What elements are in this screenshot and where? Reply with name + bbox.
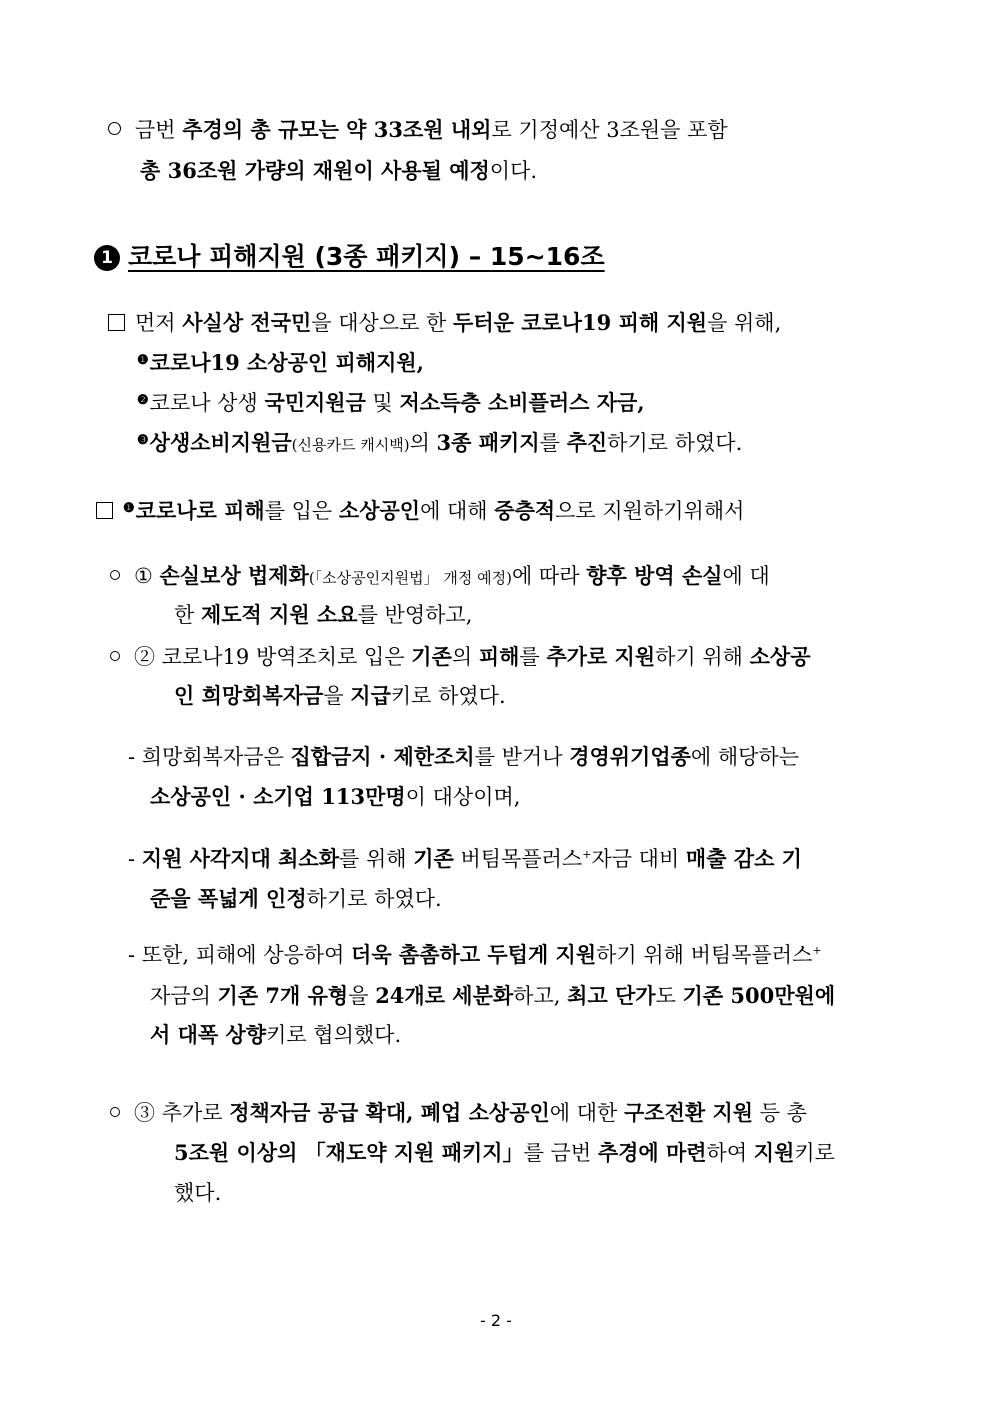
small-circle-bullet-icon: [110, 570, 120, 580]
item-1-line-1: ① 손실보상 법제화(「소상공인지원법」 개정 예정)에 따라 향후 방역 손실에 대: [110, 561, 770, 593]
intro-item-2: $^❷$코로나 상생 국민지원금 및 저소득층 소비플러스 자금,: [137, 390, 645, 415]
small-circle-bullet-icon: [110, 651, 120, 661]
checkbox-square-bullet-icon: [96, 502, 113, 519]
item-2-line-1: ② 코로나19 방역조치로 입은 기존의 피해를 추가로 지원하기 위해 소상공: [110, 642, 811, 672]
page-number: - 2 -: [480, 1311, 512, 1330]
detail-3-line-1: - 또한, 피해에 상응하여 더욱 촘촘하고 두텁게 지원하기 위해 버팀목플러스+: [128, 942, 822, 967]
section-heading: [94, 240, 605, 274]
detail-2-line-2: 준을 폭넓게 인정하기로 하였다.: [150, 886, 442, 911]
item-3-line-1: ③ 추가로 정책자금 공급 확대, 폐업 소상공인에 대한 구조전환 지원 등 총: [110, 1098, 807, 1128]
detail-2-line-1: - 지원 사각지대 최소화를 위해 기존 버팀목플러스+자금 대비 매출 감소 기: [128, 846, 802, 871]
hollow-circle-bullet-icon: [108, 122, 121, 135]
subsection-line: $^❶$코로나로 피해를 입은 소상공인에 대해 중층적으로 지원하기위해서: [96, 494, 744, 526]
small-circle-bullet-icon: [110, 1107, 120, 1117]
item-1-line-2: 한 제도적 지원 소요를 반영하고,: [174, 602, 473, 627]
intro-item-1: $^❶$코로나19 소상공인 피해지원,: [137, 350, 424, 375]
detail-1-line-1: - 희망회복자금은 집합금지 · 제한조치를 받거나 경영위기업종에 해당하는: [128, 744, 800, 769]
detail-1-line-2: 소상공인 · 소기업 113만명이 대상이며,: [150, 784, 521, 809]
item-2-line-2: 인 희망회복자금을 지급키로 하였다.: [174, 683, 506, 708]
intro-item-3: $^❸$상생소비지원금(신용카드 캐시백)의 3종 패키지를 추진하기로 하였다.: [137, 430, 743, 455]
checkbox-square-bullet-icon: [108, 314, 125, 331]
summary-line-1: 금번 추경의 총 규모는 약 33조원 내외로 기정예산 3조원을 포함: [108, 115, 728, 145]
detail-3-line-3: 서 대폭 상향키로 협의했다.: [150, 1022, 402, 1047]
filled-number-badge: 1: [94, 245, 120, 271]
intro-line-1: 먼저 사실상 전국민을 대상으로 한 두터운 코로나19 피해 지원을 위해,: [108, 308, 781, 338]
summary-line-2: 총 36조원 가량의 재원이 사용될 예정이다.: [140, 158, 538, 183]
item-3-line-2: 5조원 이상의 「재도약 지원 패키지」를 금번 추경에 마련하여 지원키로: [174, 1140, 835, 1165]
section-heading-text: 코로나 피해지원 (3종 패키지) – 15~16조: [128, 242, 605, 271]
detail-3-line-2: 자금의 기존 7개 유형을 24개로 세분화하고, 최고 단가도 기존 500만원에: [150, 983, 836, 1008]
item-3-line-3: 했다.: [174, 1181, 222, 1205]
